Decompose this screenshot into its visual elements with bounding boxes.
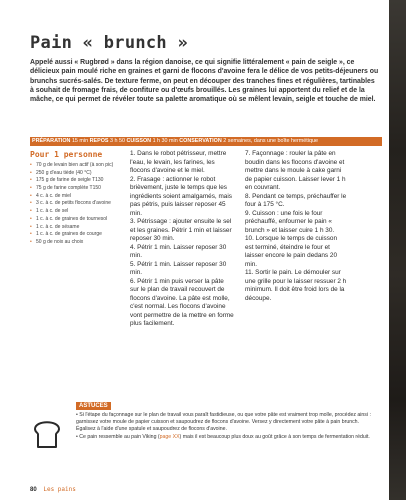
ingredient-item: • 50 g de noix au choix (30, 239, 122, 246)
tips-label: ASTUCES (76, 402, 111, 410)
ingredient-item: • 1 c. à c. de sel (30, 208, 122, 215)
ingredients-list (30, 162, 122, 247)
steps-column-1 (130, 150, 234, 329)
step-item: 6. Pétrir 1 min puis verser la pâte sur le plan de travail recouvert de flocons d'avoine. La pâte est molle, c'est normal. Les flocons d'avoine vont permettre de la mettre en forme plus facilement. (130, 277, 234, 327)
step-item: 8. Pendant ce temps, préchauffer le four à 175 °C. (245, 192, 347, 208)
page-number: 80 (30, 487, 37, 493)
recipe-intro: Appelé aussi « Rugbrød » dans la région danoise, ce qui signifie littéralement « pain de seigle », ce délicieux pain moulé riche en graines et garni de flocons d'avoine fera le délice de vos petits-déjeuners ou brunchs sucrés-salés. De texture ferme, on peut en découper des tranches fines et régulières, tartinables à souhait de fromage frais, de confiture ou d'œufs brouillés. Les graines lui apportent du relief et de la mâche, ce qui permet de révéler toute sa palette aromatique où se mêlent levain, seigle et touche de miel. (30, 59, 379, 104)
recipe-title: Pain « brunch » (30, 33, 189, 53)
tip-item: • Ce pain ressemble au pain Viking (page XX) mais il est beaucoup plus doux au goût grâce à son temps de fermentation réduit. (76, 434, 370, 440)
tip-text: Si l'étape du façonnage sur le plan de travail vous paraît fastidieuse, ou que votre pâte est vraiment trop molle, procédez ainsi : garnissez votre moule de papier cuisson et saupoudrez de flocons d'avoine. Versez y directement votre pâte à pain brunch. Égalisez à l'aide d'une spatule et saupoudrez de flocons d'avoine. (76, 412, 371, 432)
step-item: 1. Dans le robot pétrisseur, mettre l'eau, le levain, les farines, les flocons d'avoine et le miel. (130, 150, 227, 174)
tips-box (30, 402, 380, 480)
chapter-name: Les pains (43, 486, 76, 493)
cook-label: CUISSON (126, 138, 152, 144)
step-item: 4. Pétrir 1 min. Laisser reposer 30 min. (130, 243, 227, 259)
keep-label: CONSERVATION (179, 138, 222, 144)
tips-list (76, 412, 376, 442)
step-item: 3. Pétrissage : ajouter ensuite le sel et les graines. Pétrir 1 min et laisser reposer 30 min. (130, 218, 232, 242)
ingredient-item: • 4 c. à c. de miel (30, 193, 122, 200)
steps-column-2 (245, 150, 347, 303)
ingredient-item: • 250 g d'eau tiède (40 °C) (30, 170, 122, 177)
prep-value: 15 min (71, 138, 89, 144)
page-reference-link[interactable]: page XX (159, 434, 180, 440)
keep-value: 2 semaines, dans une boîte hermétique (223, 138, 318, 144)
step-item: 7. Façonnage : rouler la pâte en boudin dans les flocons d'avoine et mettre dans le moule à cake garni de papier cuisson. Laisser lever 1 h en couvrant. (245, 150, 346, 191)
step-item: 2. Frasage : actionner le robot brièvement, juste le temps que les ingrédients soient amalgamés, mais pas pétris, puis laisser reposer 45 min. (130, 175, 232, 217)
step-item: 11. Sortir le pain. Le démouler sur une grille pour le laisser ressuer 2 h minimum. Il doit être froid lors de la découpe. (245, 269, 347, 302)
step-item: 9. Cuisson : une fois le four préchauffé, enfourner le pain « brunch » et laisser cuire 1 h 30. (245, 209, 335, 234)
tip-item: • Si l'étape du façonnage sur le plan de travail vous paraît fastidieuse, ou que votre pâte est vraiment trop molle, procédez ainsi : garnissez votre moule de papier cuisson et saupoudrez de flocons d'avoine. Versez y directement votre pâte à pain brunch. Égalisez à l'aide d'une spatule et saupoudrez de flocons d'avoine. (76, 412, 371, 432)
ingredient-item: • 75 g de farine complète T150 (30, 185, 122, 192)
ingredient-item: • 1 c. à c. de graines de courge (30, 231, 122, 238)
ingredient-item: • 1 c. à c. de sésame (30, 224, 122, 231)
ingredient-item: • 3 c. à c. de petits flocons d'avoine (30, 200, 122, 207)
ingredient-item: • 175 g de farine de seigle T130 (30, 177, 122, 184)
rest-label: REPOS (89, 138, 109, 144)
cook-value: 1 h 30 min (152, 138, 178, 144)
tip-text: Ce pain ressemble au pain Viking ( (79, 434, 160, 440)
ingredients-title: Pour 1 personne (30, 150, 103, 159)
ingredient-item: • 1 c. à c. de graines de tournesol (30, 216, 122, 223)
step-item: 10. Lorsque le temps de cuisson est terminé, éteindre le four et laisser encore le pain dedans 20 min. (245, 235, 338, 268)
side-photo-strip (389, 0, 406, 500)
bread-slice-icon (30, 416, 64, 450)
ingredient-item: • 70 g de levain bien actif (à son pic) (30, 162, 122, 169)
tip-text: ) mais il est beaucoup plus doux au goût grâce à son temps de fermentation réduit. (179, 434, 370, 440)
prep-label: PRÉPARATION (32, 138, 71, 144)
rest-value: 3 h 50 (110, 138, 125, 144)
step-item: 5. Pétrir 1 min. Laisser reposer 30 min. (130, 260, 227, 276)
recipe-meta-bar (30, 137, 382, 146)
page-footer (30, 486, 76, 493)
